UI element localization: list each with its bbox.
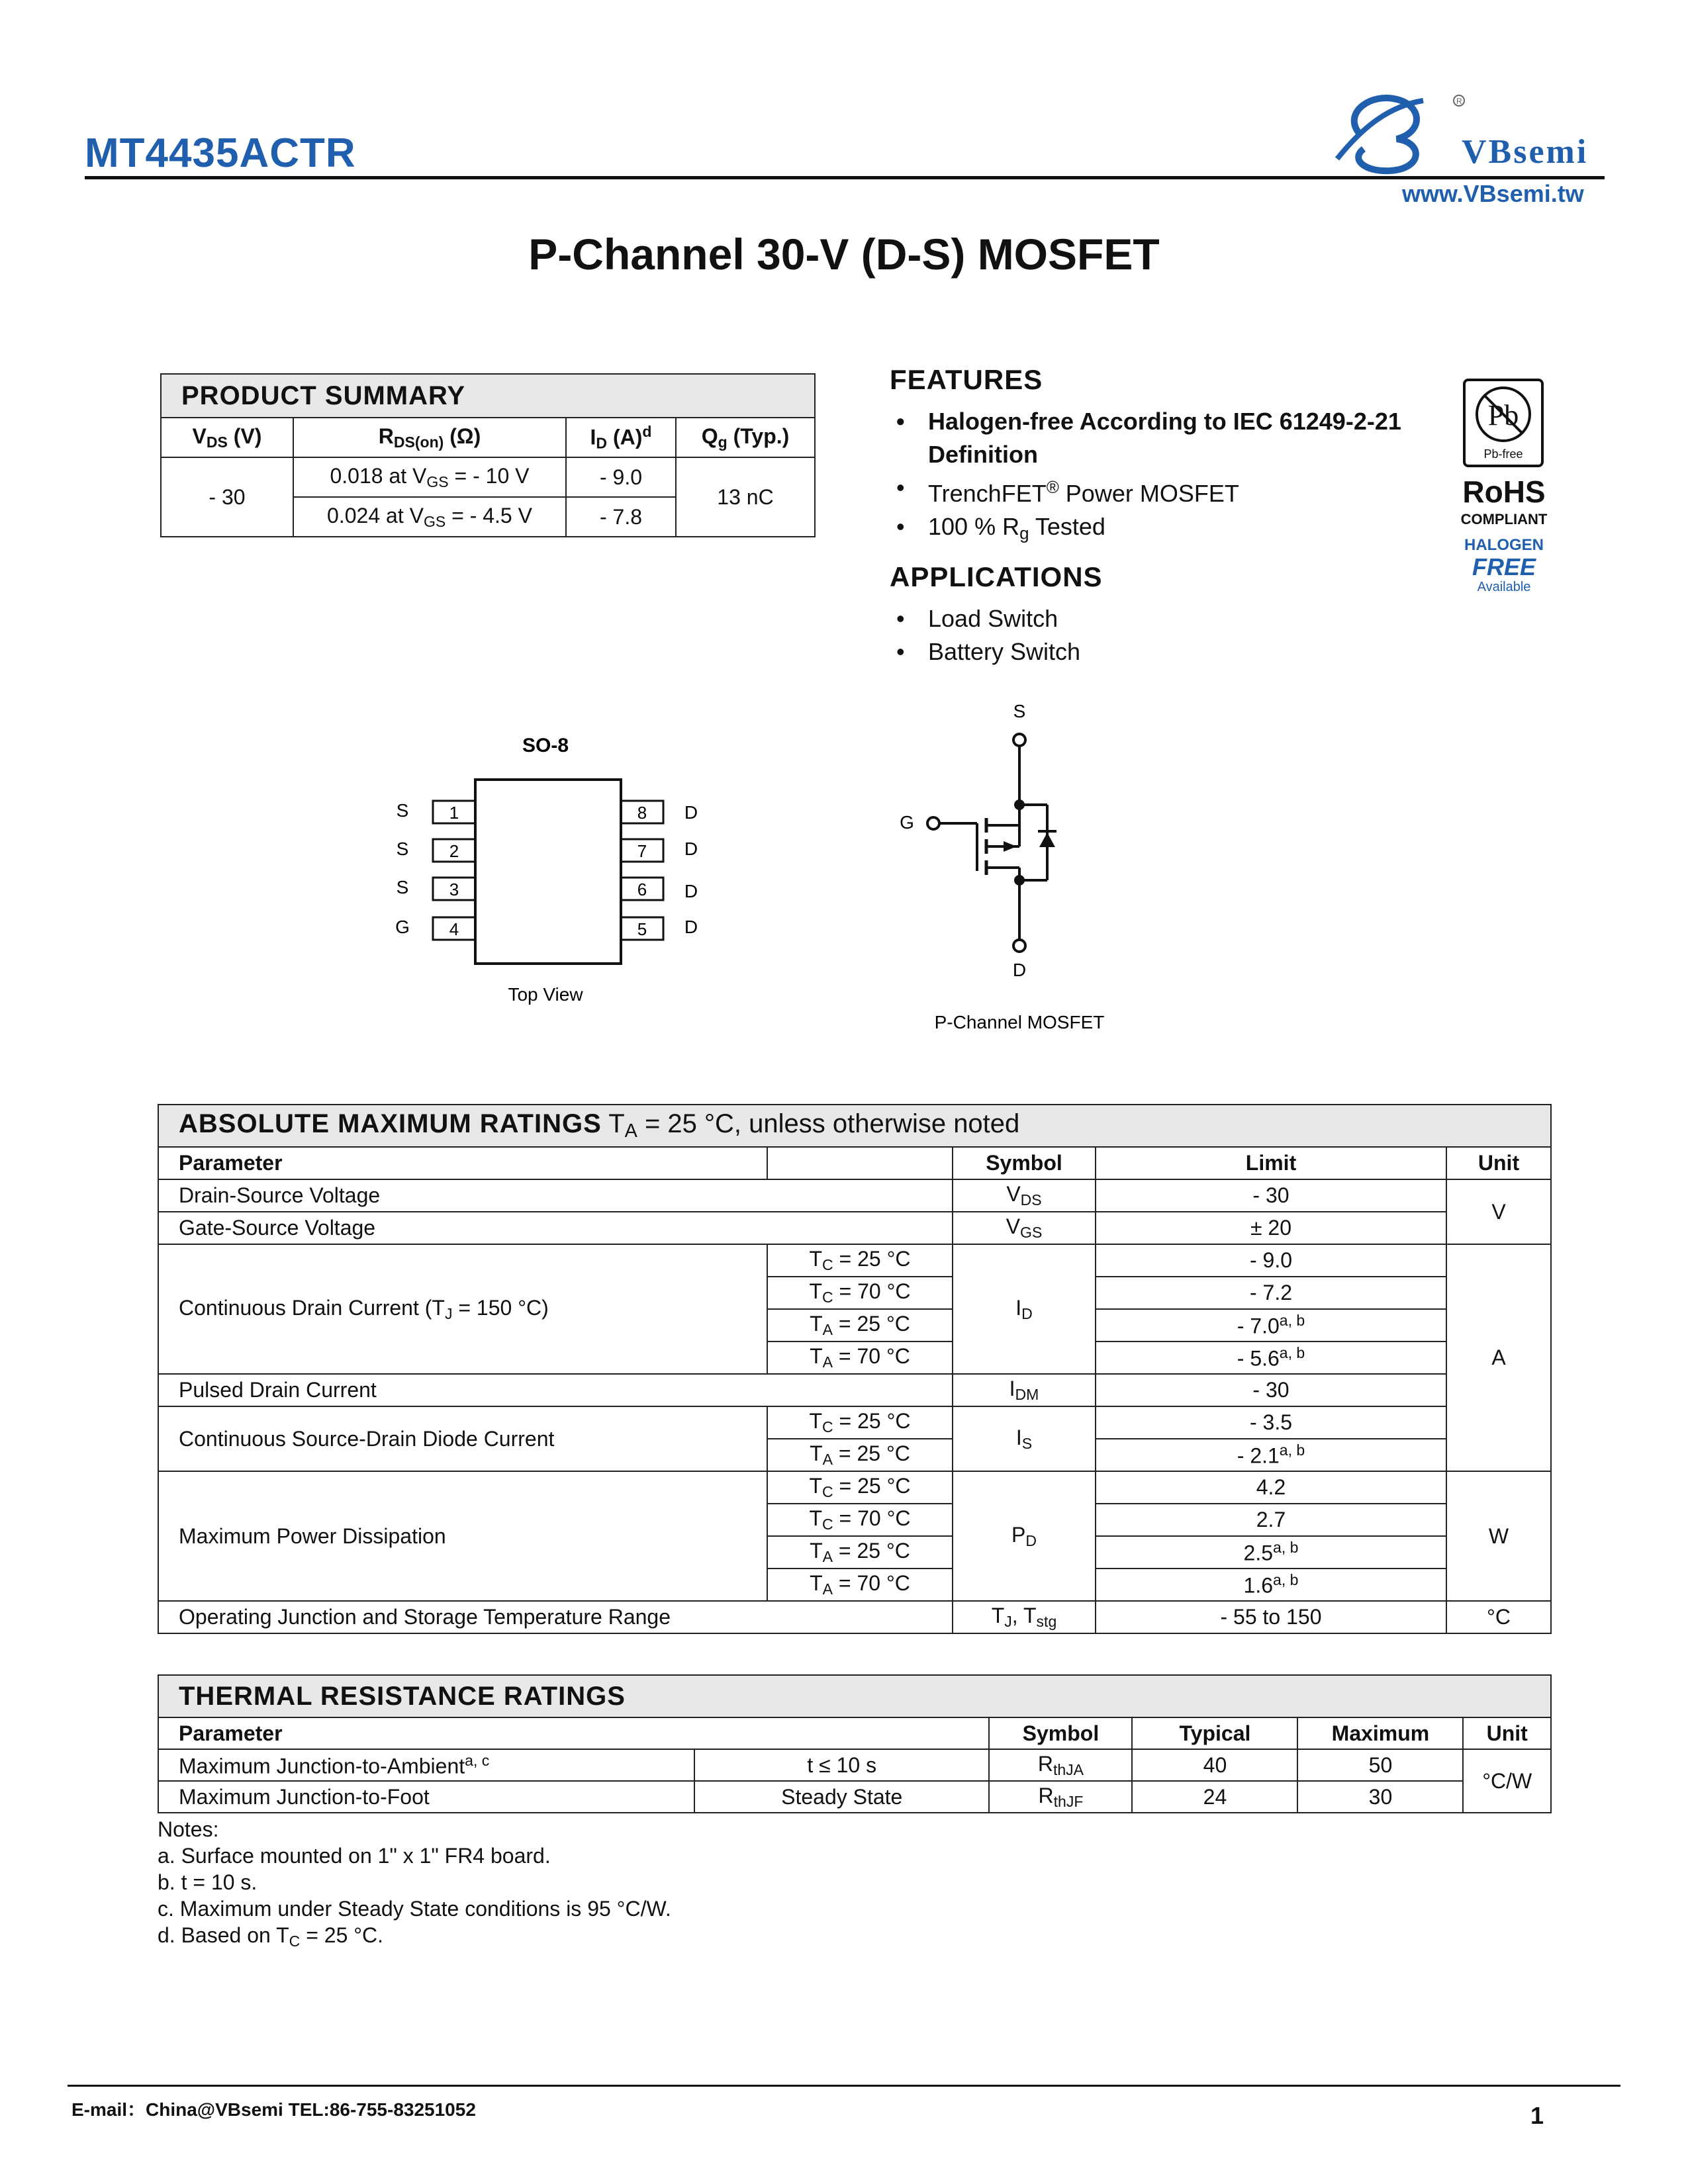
svg-text:D: D [684, 839, 698, 859]
product-summary-title: PRODUCT SUMMARY [161, 374, 815, 418]
header-rds: $R_{DS(on)}$ (Ω) [293, 418, 566, 457]
rds-value-2: 0.024 at $V_{GS}$ = - 4.5 V [293, 497, 566, 537]
svg-text:D: D [684, 881, 698, 901]
absolute-maximum-ratings-table [158, 1104, 1552, 1634]
schematic-caption: P-Channel MOSFET [934, 1012, 1105, 1032]
note-a: a. Surface mounted on 1" x 1" FR4 board. [158, 1844, 551, 1868]
svg-text:6: 6 [637, 880, 647, 899]
footer-contact: E-mail：China@VBsemi TEL:86-755-83251052 [71, 2099, 476, 2120]
features-title: FEATURES [890, 364, 1043, 395]
notes-title: Notes: [158, 1817, 219, 1841]
page-number: 1 [1530, 2102, 1544, 2129]
amr-header-unit: Unit [1446, 1147, 1551, 1179]
note-b: b. t = 10 s. [158, 1870, 258, 1894]
svg-text:7: 7 [637, 841, 647, 861]
product-summary-table [160, 373, 816, 537]
table-row: Maximum Junction-to-Ambient$^{a, c}$ t ≤ 10 s $R_{thJA}$ 40 50 °C/W [158, 1749, 1551, 1781]
amr-title: ABSOLUTE MAXIMUM RATINGS $T_A = 25$ °C, unless otherwise noted [158, 1105, 1551, 1147]
header-vds: $V_{DS}$ (V) [161, 418, 293, 457]
applications-title: APPLICATIONS [890, 561, 1103, 592]
header-divider [85, 176, 1605, 179]
halogen-label: HALOGEN [1464, 536, 1544, 554]
rds-value-1: 0.018 at $V_{GS}$ = - 10 V [293, 457, 566, 497]
table-row: $T_A = 25$ °C 2.5$^{a, b}$ [158, 1536, 1551, 1569]
svg-text:5: 5 [637, 919, 647, 939]
table-row: $T_C = 70$ °C 2.7 [158, 1504, 1551, 1536]
table-row: $T_A = 25$ °C - 7.0$^{a, b}$ [158, 1309, 1551, 1342]
trr-header-symbol: Symbol [989, 1717, 1132, 1749]
table-row: $T_A = 70$ °C 1.6$^{a, b}$ [158, 1569, 1551, 1601]
qg-value: 13 nC [676, 457, 815, 537]
list-item: • 100 % $R_g$ Tested [890, 510, 1401, 550]
svg-text:8: 8 [637, 803, 647, 823]
table-row: Maximum Junction-to-Foot Steady State $R_{thJF}$ 24 30 [158, 1781, 1551, 1813]
trr-header-unit: Unit [1463, 1717, 1551, 1749]
part-number: MT4435ACTR [85, 130, 356, 176]
gate-label: G [900, 812, 914, 833]
features-list [890, 405, 1401, 550]
trr-header-typical: Typical [1132, 1717, 1297, 1749]
svg-text:G: G [395, 917, 410, 937]
svg-text:S: S [396, 877, 409, 897]
table-row: $T_C = 70$ °C - 7.2 [158, 1277, 1551, 1309]
trr-header-maximum: Maximum [1297, 1717, 1463, 1749]
applications-list [890, 602, 1103, 668]
svg-text:S: S [396, 839, 409, 859]
vds-value: - 30 [161, 457, 293, 537]
brand-name: VBsemi [1462, 133, 1589, 171]
svg-text:D: D [684, 917, 698, 937]
pb-free-label: Pb-free [1483, 447, 1523, 461]
svg-text:3: 3 [449, 880, 459, 899]
svg-text:2: 2 [449, 841, 459, 861]
drain-label: D [1012, 960, 1027, 980]
package-caption: Top View [508, 984, 583, 1005]
pb-free-icon [1466, 381, 1541, 465]
table-row: Operating Junction and Storage Temperature Range $T_J$, $T_{stg}$ - 55 to 150 °C [158, 1601, 1551, 1633]
svg-text:S: S [396, 800, 409, 821]
package-body [475, 780, 621, 964]
amr-header-limit: Limit [1096, 1147, 1446, 1179]
list-item: • Halogen-free According to IEC 61249-2-21 Definition [890, 405, 1401, 471]
header-qg: $Q_g$ (Typ.) [676, 418, 815, 457]
pb-symbol: Pb [1487, 399, 1519, 432]
package-title: SO-8 [522, 735, 569, 756]
so8-package-diagram [371, 728, 741, 1019]
free-label: FREE [1472, 553, 1536, 580]
table-row: Drain-Source Voltage $V_{DS}$ - 30 V [158, 1179, 1551, 1212]
header-id: $I_D$ $(A)^d$ [566, 418, 676, 457]
thermal-resistance-table [158, 1674, 1552, 1813]
rohs-label: RoHS [1462, 475, 1546, 509]
list-item: • TrenchFET® Power MOSFET [890, 471, 1401, 510]
pb-free-badge [1463, 379, 1544, 467]
list-item: • Load Switch [890, 602, 1103, 635]
table-row: Continuous Drain Current ($T_J = 150$ °C) $T_C = 25$ °C $I_D$ - 9.0 A [158, 1244, 1551, 1277]
applications-section [890, 561, 1103, 668]
note-d: d. Based on $T_C = 25$ °C. [158, 1923, 384, 1950]
svg-text:4: 4 [449, 919, 459, 939]
features-section [890, 364, 1401, 550]
table-row: Maximum Power Dissipation $T_C = 25$ °C $P_D$ 4.2 W [158, 1471, 1551, 1504]
amr-header-symbol: Symbol [953, 1147, 1096, 1179]
table-row: Pulsed Drain Current $I_{DM}$ - 30 [158, 1374, 1551, 1406]
footer-divider [68, 2085, 1620, 2087]
table-row: $T_A = 70$ °C - 5.6$^{a, b}$ [158, 1342, 1551, 1374]
notes [158, 1816, 671, 1954]
amr-header-condition [767, 1147, 953, 1179]
id-value-2: - 7.8 [566, 497, 676, 537]
amr-header-parameter: Parameter [158, 1147, 767, 1179]
available-label: Available [1477, 580, 1531, 594]
compliant-label: COMPLIANT [1460, 511, 1548, 527]
id-value-1: - 9.0 [566, 457, 676, 497]
svg-text:1: 1 [449, 803, 459, 823]
svg-text:D: D [684, 802, 698, 823]
trr-header-parameter: Parameter [158, 1717, 989, 1749]
note-c: c. Maximum under Steady State conditions is 95 °C/W. [158, 1897, 671, 1921]
source-label: S [1013, 701, 1026, 721]
table-row: Gate-Source Voltage $V_{GS}$ ± 20 [158, 1212, 1551, 1244]
table-row: $T_A = 25$ °C - 2.1$^{a, b}$ [158, 1439, 1551, 1471]
svg-text:R: R [1456, 97, 1462, 106]
mosfet-schematic [880, 695, 1119, 1052]
table-row: Continuous Source-Drain Diode Current $T_C = 25$ °C $I_S$ - 3.5 [158, 1406, 1551, 1439]
trr-title: THERMAL RESISTANCE RATINGS [158, 1675, 1551, 1717]
document-title: P-Channel 30-V (D-S) MOSFET [528, 230, 1160, 279]
website-link[interactable]: www.VBsemi.tw [1402, 180, 1584, 207]
list-item: • Battery Switch [890, 635, 1103, 668]
